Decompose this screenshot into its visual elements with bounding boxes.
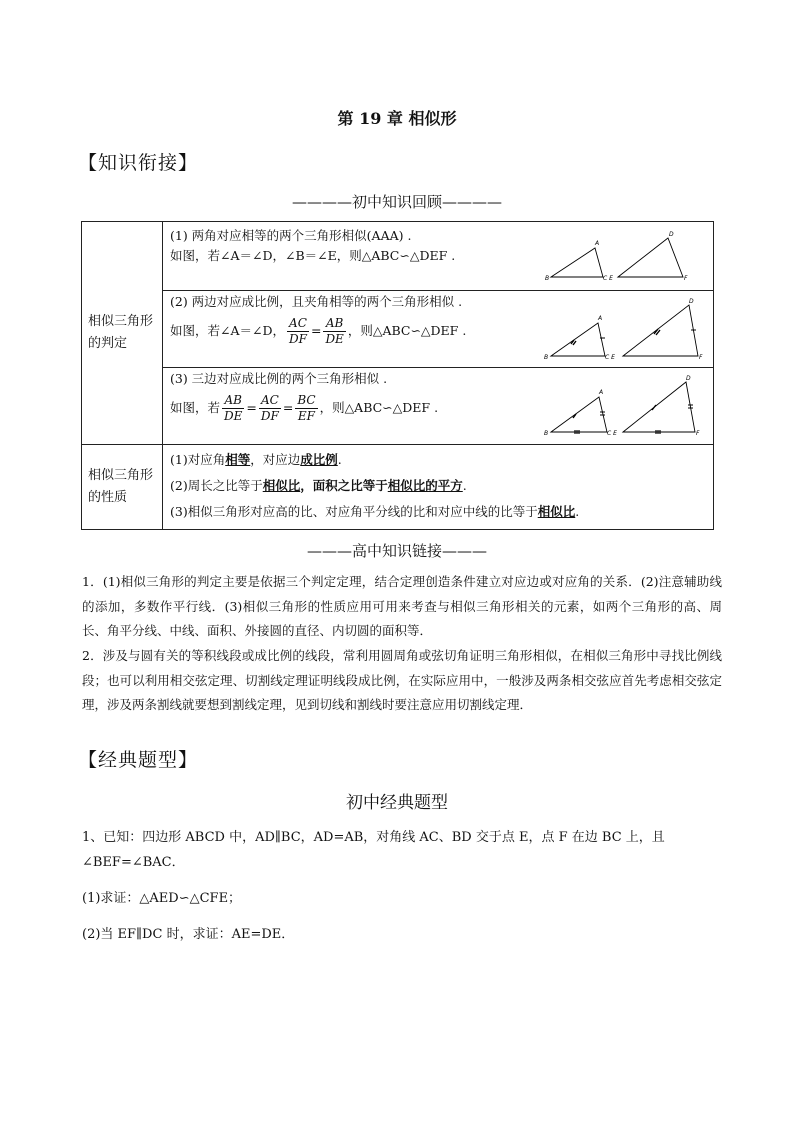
label-F: F xyxy=(684,275,688,282)
property-1: (1)对应角相等，对应边成比例. xyxy=(170,452,342,467)
question-1-line-2: ∠BEF=∠BAC． xyxy=(82,855,185,870)
fraction-ab-de: $\frac{AB}{DE}$ xyxy=(224,393,243,423)
criterion-aaa-example: 如图，若∠A＝∠D，∠B＝∠E，则△ABC∽△DEF . xyxy=(170,248,456,263)
label-F: F xyxy=(699,354,703,361)
senior-paragraph-2: 2．涉及与圆有关的等积线段或成比例的线段，常利用圆周角或弦切角证明三角形相似，在相似三角形中寻找比例线段；也可以利用相交弦定理、切割线定理证明线段成比例，在实际应用中，一般涉及两条相交弦应首先考虑相交弦定理，涉及两条割线就要想到割线定理，见到切线和割线时要注意应用切割线定理． xyxy=(82,648,722,712)
figure-sss xyxy=(543,372,728,440)
properties-cell xyxy=(163,445,714,530)
row-head-criteria: 相似三角形的判定 xyxy=(82,222,163,445)
figure-aaa xyxy=(543,228,728,284)
question-1-part-2: (2)当 EF∥DC 时，求证：AE=DE． xyxy=(82,927,295,942)
criterion-sss-text: (3) 三边对应成比例的两个三角形相似 . xyxy=(170,371,388,386)
question-1-part-1: (1)求证：△AED∽△CFE； xyxy=(82,891,242,906)
page-title: 第 19 章 相似形 xyxy=(337,109,457,128)
junior-review-heading: ————初中知识回顾———— xyxy=(291,193,502,211)
label-A: A xyxy=(598,315,603,322)
criterion-sas-cell xyxy=(163,291,714,368)
criterion-sss-pre: 如图，若 xyxy=(170,400,221,415)
label-B: B xyxy=(545,275,550,282)
label-F: F xyxy=(696,430,700,437)
label-B: B xyxy=(544,354,549,361)
fraction-ac-df: $\frac{AC}{DF}$ xyxy=(289,316,307,346)
label-D: D xyxy=(689,298,694,305)
property-3: (3)相似三角形对应高的比、对应角平分线的比和对应中线的比等于相似比. xyxy=(170,504,580,519)
label-A: A xyxy=(595,240,600,247)
similar-triangle-table xyxy=(81,221,714,530)
criterion-sas-pre: 如图，若∠A＝∠D， xyxy=(170,323,285,338)
fraction-bc-ef: $\frac{BC}{EF}$ xyxy=(297,393,316,423)
label-D: D xyxy=(669,231,674,238)
senior-link-heading: ———高中知识链接——— xyxy=(306,542,487,560)
section-heading-classic: 【经典题型】 xyxy=(78,749,199,771)
criterion-aaa-text: (1) 两角对应相等的两个三角形相似(AAA) . xyxy=(170,228,412,243)
equals-sign: = xyxy=(246,400,257,415)
equals-sign: = xyxy=(282,400,294,415)
label-CE: C E xyxy=(607,430,617,437)
row-head-properties: 相似三角形的性质 xyxy=(82,445,163,530)
equals-sign: = xyxy=(310,323,322,338)
label-B: B xyxy=(544,430,549,437)
criterion-sas-post: ，则△ABC∽△DEF . xyxy=(347,323,467,338)
criterion-sas-text: (2) 两边对应成比例，且夹角相等的两个三角形相似 . xyxy=(170,294,463,309)
figure-sas xyxy=(543,295,728,363)
criterion-sss-post: ，则△ABC∽△DEF . xyxy=(319,400,439,415)
criterion-aaa-cell xyxy=(163,222,714,291)
section-heading-knowledge: 【知识衔接】 xyxy=(78,152,199,174)
question-1 xyxy=(82,825,722,947)
property-2: (2)周长之比等于相似比，面积之比等于相似比的平方. xyxy=(170,478,467,493)
label-A: A xyxy=(599,389,604,396)
senior-paragraph-1: 1．(1)相似三角形的判定主要是依据三个判定定理，结合定理创造条件建立对应边或对应角的关系．(2)注意辅助线的添加，多数作平行线．(3)相似三角形的性质应用可用来考查与相似三角形相关的元素，如两个三角形的高、周长、角平分线、中线、面积、外接圆的直径、内切圆的面积等． xyxy=(82,574,722,638)
fraction-ac-df: $\frac{AC}{DF}$ xyxy=(260,393,279,423)
criterion-sss-cell xyxy=(163,368,714,445)
label-CE: C E xyxy=(603,275,613,282)
fraction-ab-de: $\frac{AB}{DE}$ xyxy=(325,316,344,346)
question-1-line-1: 1、已知：四边形 ABCD 中，AD∥BC，AD=AB，对角线 AC、BD 交于点 E，点 F 在边 BC 上，且 xyxy=(82,830,665,845)
classic-problems-heading: 初中经典题型 xyxy=(346,793,448,813)
label-D: D xyxy=(686,375,691,382)
label-CE: C E xyxy=(605,354,615,361)
